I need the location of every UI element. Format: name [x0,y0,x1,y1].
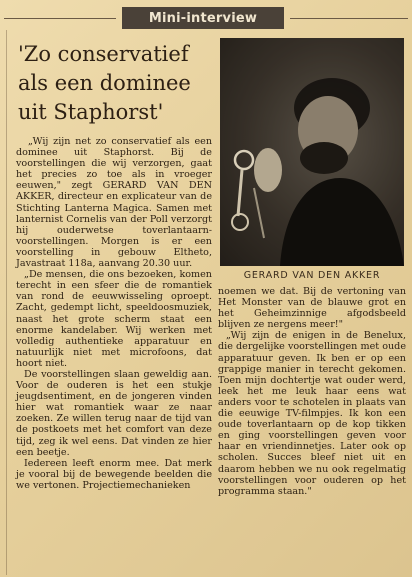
paragraph: „Wij zijn de enigen in de Benelux, die dergelijke voorstellingen met oude apparatuur geven. Ik ben er op een grappige manier in terecht gekomen. Toen mijn dochtertje wat ouder werd, leek het me leuk haar eens wat anders voor te schotelen in plaats van die eeuwige TV-filmpjes. Ik kon een oude toverlantaarn op de kop tikken en ging voorstellingen geven voor haar en vriendinnetjes. Later ook op scholen. Succes bleef niet uit en daarom hebben we nu ook regelmatig voorstellingen voor ouderen op het programma staan." [218,330,406,497]
header-rule-left [4,18,116,19]
headline-line-3: uit Staphorst' [18,100,164,124]
article-headline [18,40,214,127]
portrait-photo [220,38,404,266]
paragraph: „Wij zijn net zo conservatief als een dominee uit Staphorst. Bij de voorstellingen die wij verzorgen, gaat het precies zo toe als in vroeger eeuwen," zegt GERARD VAN DEN AKKER, directeur en explicateur van de Stichting Lanterna Magica. Samen met lanternist Cornelis van der Poll verzorgt hij ouderwetse toverlantaarn-voorstellingen. Morgen is er een voorstelling in gebouw Eltheto, Javastraat 118a, aanvang 20.30 uur. [16,136,212,270]
article-column-1 [16,136,212,576]
paragraph: „De mensen, die ons bezoeken, komen terecht in een sfeer die de romantiek van rond de eeuwwisseling oproept. Zacht, gedempt licht, speeldoosmuziek, naast het grote scherm staat een enorme kandelaber. Wij werken met volledig authentieke apparatuur en natuurlijk niet met microfoons, dat hoort niet. [16,269,212,369]
portrait-illustration [220,38,404,266]
photo-caption: GERARD VAN DEN AKKER [243,270,381,281]
headline-line-2: als een dominee [18,71,191,95]
section-header [0,0,412,34]
article-column-2 [218,286,406,576]
header-rule-right [290,18,408,19]
headline-line-1: 'Zo conservatief [18,42,189,66]
paragraph: Iedereen leeft enorm mee. Dat merk je vooral bij de bewegende beelden die we vertonen. Projectiemechanieken [16,457,212,491]
paragraph: noemen we dat. Bij de vertoning van Het Monster van de blauwe grot en het Geheimzinnige afgodsbeeld blijven ze nergens meer!" [218,286,406,331]
section-banner: Mini-interview [122,7,284,29]
paragraph: De voorstellingen slaan geweldig aan. Voor de ouderen is het een stukje jeugdsentiment, en de jongeren vinden hier wat romantiek waar ze naar zoeken. Ze willen terug naar de tijd van de postkoets met het comfort van deze tijd, zeg ik wel eens. Dat vinden ze hier een beetje. [16,368,212,458]
